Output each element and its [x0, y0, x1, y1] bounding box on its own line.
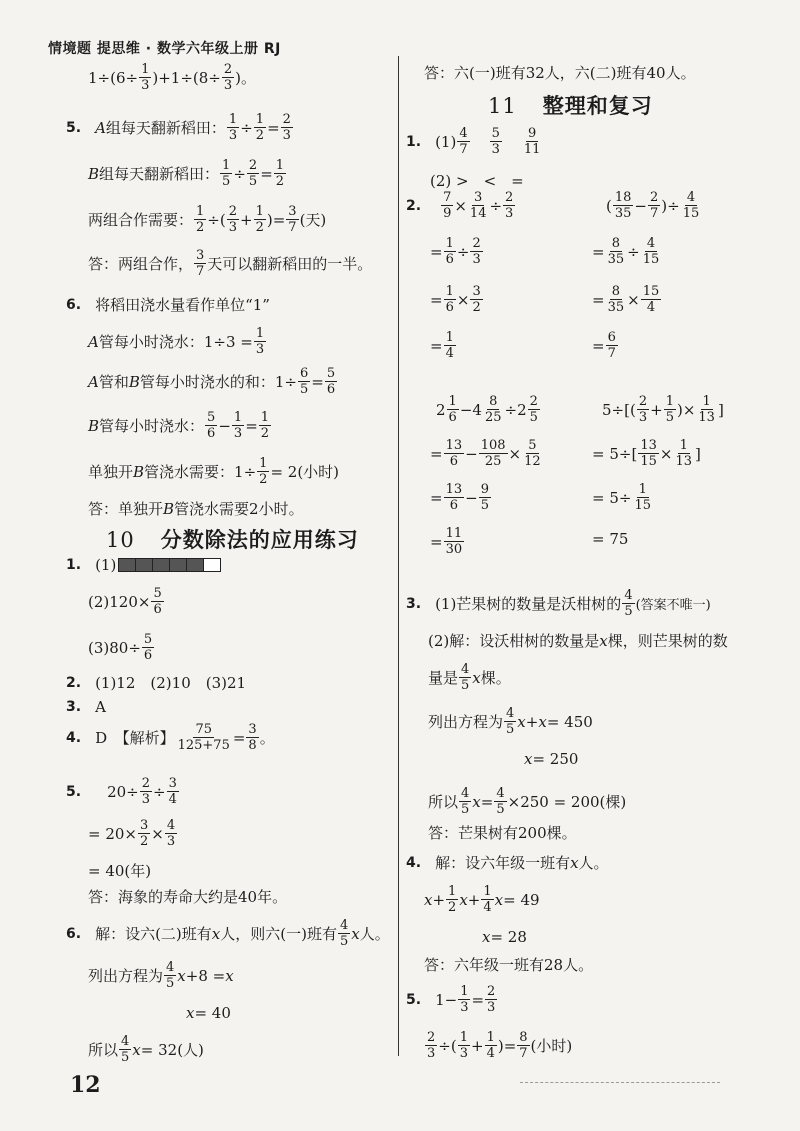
q6-answer: 答：单独开 B 管浇水需要2小时。	[88, 499, 304, 518]
q5-line-b: B 组每天翻新稻田： $\frac{1}{5}$ ÷ $\frac{2}{5}$ = $\frac{1}{2}$	[88, 158, 285, 189]
s2-line	[66, 672, 246, 693]
text: 答：芒果树有200棵。	[428, 824, 577, 842]
text: 解：设六(二)班有	[95, 925, 212, 943]
text: 解：设六年级一班有	[435, 854, 571, 872]
section-number: 10	[106, 528, 135, 552]
question-number: 2.	[66, 674, 82, 691]
text: 答：海象的寿命大约是40年。	[88, 888, 288, 906]
text: 1−	[435, 990, 458, 1009]
page-number: 12	[70, 1072, 101, 1098]
s6-line-c: x = 40	[186, 1004, 231, 1022]
question-number: 3.	[66, 699, 82, 715]
s6-line-b: 列出方程为 $\frac{4}{5}$ x +8 = x	[88, 960, 234, 991]
question-number: 1.	[66, 557, 82, 573]
text: 管每小时浇水：1÷3 =	[98, 333, 253, 351]
text: ×250 = 200(棵)	[507, 793, 627, 811]
text: 量是	[428, 669, 459, 687]
text: (2)120×	[88, 592, 151, 611]
rq4-line: 4. 解：设六年级一班有 x 人。	[406, 853, 609, 872]
text: 人，则六(一)班有	[220, 925, 337, 943]
text: (小时)	[530, 1037, 573, 1055]
rq2-expr-d: 5÷[( $\frac{2}{3}$ + $\frac{1}{5}$ )× $\frac{1}{13}$ ]	[602, 394, 724, 425]
text: (1)	[95, 556, 117, 574]
rq2-step: = $\frac{1}{6}$ ÷ $\frac{2}{3}$	[430, 236, 481, 267]
rq4-line-c: x = 28	[482, 928, 527, 946]
question-number: 5.	[66, 119, 82, 136]
rq4-answer	[424, 954, 593, 975]
rq2-step: = $\frac{13}{6}$ − $\frac{9}{5}$	[430, 482, 489, 513]
rq2-step: = $\frac{13}{6}$ − $\frac{108}{25}$ × $\frac{5}{12}$	[430, 438, 541, 469]
s1-line-c: (3)80÷ $\frac{5}{6}$	[88, 632, 153, 663]
text: D 【解析】	[95, 729, 175, 747]
text: (1)	[435, 132, 457, 151]
question-number: 5.	[406, 991, 422, 1008]
rq2-step: = 5÷ $\frac{1}{15}$	[592, 482, 651, 513]
text: 单独开	[88, 463, 134, 481]
section-name: 整理和复习	[542, 94, 653, 118]
answer-line	[88, 62, 256, 93]
text: 列出方程为	[428, 713, 504, 731]
question-number: 3.	[406, 595, 422, 612]
text: )。	[235, 69, 256, 87]
text: = 49	[503, 890, 540, 909]
text: = 40(年)	[88, 862, 152, 880]
text: 棵，则芒果树的数	[607, 632, 728, 650]
text: 所以	[88, 1041, 119, 1059]
q6-line-c: A 管和 B 管每小时浇水的和：1÷ $\frac{6}{5}$ = $\frac{5}{6}$	[88, 366, 336, 397]
text: 天可以翻新稻田的一半。	[207, 255, 373, 273]
rq2-step: = $\frac{11}{30}$	[430, 526, 463, 557]
q5-line: 5. A 组每天翻新稻田： $\frac{1}{3}$ ÷ $\frac{1}{2}$ = $\frac{2}{3}$	[66, 112, 291, 143]
text: (天)	[299, 211, 327, 229]
text: 管每小时浇水的和：1÷	[139, 373, 298, 391]
section-title-10	[106, 524, 359, 554]
s5-answer	[88, 886, 287, 907]
text: (3)80÷	[88, 638, 141, 657]
text: )+1÷(8÷	[152, 68, 221, 87]
text: = 450	[546, 712, 593, 731]
rq2-step: = $\frac{8}{35}$ ÷ $\frac{4}{15}$	[592, 236, 660, 267]
s1-line	[66, 556, 221, 574]
q6-line	[66, 294, 270, 315]
rq2-line: 2. $\frac{7}{9}$ × $\frac{3}{14}$ ÷ $\frac{2}{3}$	[406, 190, 514, 221]
rq1-line-b	[430, 170, 524, 191]
text: (答案不唯一)	[635, 598, 711, 613]
section-number: 11	[488, 94, 517, 118]
text: 棵。	[480, 669, 511, 687]
text: = 28	[490, 928, 527, 946]
question-number: 6.	[66, 296, 82, 313]
text: = 20×	[88, 824, 137, 843]
text: (1)芒果树的数量是沃柑树的	[435, 595, 622, 613]
text: 1÷(6÷	[88, 68, 139, 87]
rq2-step	[592, 530, 628, 548]
s5-line-c	[88, 860, 151, 881]
question-number: 2.	[406, 197, 422, 214]
q6-line-b: A 管每小时浇水：1÷3 = $\frac{1}{3}$	[88, 326, 265, 357]
rq2-step: = 5÷[ $\frac{13}{15}$ × $\frac{1}{13}$ ]	[592, 438, 701, 469]
text: 将稻田浇水量看作单位“1”	[95, 296, 270, 314]
text: (1)12 (2)10 (3)21	[95, 674, 247, 692]
text: = 250	[532, 750, 579, 768]
question-number: 4.	[406, 854, 422, 871]
question-number: 5.	[66, 783, 82, 800]
rq2-step: = $\frac{1}{4}$	[430, 330, 454, 361]
s5-line: 5. 20÷ $\frac{2}{3}$ ÷ $\frac{3}{4}$	[66, 776, 177, 807]
text: A	[95, 698, 106, 716]
text: = 40	[194, 1004, 231, 1022]
rq2-step: = $\frac{6}{7}$	[592, 330, 616, 361]
rq3-line: 3. (1)芒果树的数量是沃柑树的 $\frac{4}{5}$ (答案不唯一)	[406, 588, 711, 619]
question-number: 4.	[66, 729, 82, 746]
s5-line-b: = 20× $\frac{3}{2}$ × $\frac{4}{3}$	[88, 818, 176, 849]
rq3-line-f: 所以 $\frac{4}{5}$ x = $\frac{4}{5}$ ×250 = 200(棵)	[428, 786, 627, 817]
q6-line-e: 单独开 B 管浇水需要：1÷ $\frac{1}{2}$ = 2(小时)	[88, 456, 340, 487]
text: (2)解：设沃柑树的数量是	[428, 632, 600, 650]
text: 管浇水需要：1÷	[144, 463, 257, 481]
section-name: 分数除法的应用练习	[160, 528, 359, 552]
text: 管浇水需要2小时。	[174, 500, 304, 518]
rq2-step: = $\frac{1}{6}$ × $\frac{3}{2}$	[430, 284, 481, 315]
text: 管和	[98, 373, 129, 391]
q5-line-c: 两组合作需要： $\frac{1}{2}$ ÷( $\frac{2}{3}$ + $\frac{1}{2}$ )= $\frac{3}{7}$ (天)	[88, 204, 327, 235]
text: 组每天翻新稻田：	[99, 165, 220, 183]
rq3-line-d: 列出方程为 $\frac{4}{5}$ x + x = 450	[428, 706, 593, 737]
text: (2) > < =	[430, 172, 524, 190]
s1-line-b: (2)120× $\frac{5}{6}$	[88, 586, 162, 617]
fraction-bar-diagram	[118, 558, 221, 572]
rq2-expr-b: ( $\frac{18}{35}$ − $\frac{2}{7}$ )÷ $\frac{4}{15}$	[606, 190, 700, 221]
s3-line	[66, 698, 106, 716]
q6-line-d: B 管每小时浇水： $\frac{5}{6}$ − $\frac{1}{3}$ = $\frac{1}{2}$	[88, 410, 270, 441]
bottom-rule	[520, 1082, 720, 1095]
rq5-line-b: $\frac{2}{3}$ ÷( $\frac{1}{3}$ + $\frac{1}{4}$ )= $\frac{8}{7}$ (小时)	[427, 1030, 573, 1061]
rq3-answer	[428, 822, 577, 843]
text: 两组合作需要：	[88, 211, 194, 229]
q5-answer: 答：两组合作， $\frac{3}{7}$ 天可以翻新稻田的一半。	[88, 248, 373, 279]
text: 所以	[428, 793, 459, 811]
rq3-line-b: (2)解：设沃柑树的数量是 x 棵，则芒果树的数	[428, 631, 728, 650]
page-header: 情境题 提思维 · 数学六年级上册 RJ	[48, 41, 281, 57]
s4-line: 4. D 【解析】 $\frac{75}{125+75}$ = $\frac{3}{8}$ 。	[66, 722, 275, 753]
rq4-line-b: x + $\frac{1}{2}$ x + $\frac{1}{4}$ x = 49	[424, 884, 540, 915]
s6-line-d: 所以 $\frac{4}{5}$ x = 32(人)	[88, 1034, 204, 1065]
text: 答：两组合作，	[88, 255, 194, 273]
text: 列出方程为	[88, 967, 164, 985]
text: 人。	[359, 925, 390, 943]
question-number: 6.	[66, 925, 82, 942]
rq3-line-c: 量是 $\frac{4}{5}$ x 棵。	[428, 662, 511, 693]
text: 答：六年级一班有28人。	[424, 956, 594, 974]
column-divider	[398, 56, 399, 1056]
question-number: 1.	[406, 133, 422, 150]
text: 答：单独开	[88, 500, 164, 518]
fraction: $\frac{1}{3}$	[141, 62, 150, 93]
text: 20÷	[107, 782, 139, 801]
r0-line	[424, 62, 696, 83]
text: = 32(人)	[140, 1041, 204, 1059]
text: = 75	[592, 530, 629, 548]
rq2-step: = $\frac{8}{35}$ × $\frac{15}{4}$	[592, 284, 660, 315]
section-title-11	[488, 90, 653, 120]
text: 管每小时浇水：	[99, 417, 205, 435]
text: 答：六(一)班有32人，六(二)班有40人。	[424, 64, 696, 82]
text: 组每天翻新稻田：	[105, 119, 226, 137]
rq3-line-e: x = 250	[524, 750, 579, 768]
text: +8 =	[185, 966, 226, 985]
text: 人。	[578, 854, 609, 872]
fraction: $\frac{2}{3}$	[223, 62, 233, 93]
text: = 2(小时)	[270, 463, 340, 481]
rq5-line: 5. 1− $\frac{1}{3}$ = $\frac{2}{3}$	[406, 984, 496, 1015]
rq1-line: 1. (1) $\frac{4}{7}$ $\frac{5}{3}$ $\frac{9}{11}$	[406, 126, 541, 157]
rq2-expr-c: 2 $\frac{1}{6}$ −4 $\frac{8}{25}$ ÷2 $\frac{2}{5}$	[436, 394, 538, 425]
s6-line: 6. 解：设六(二)班有 x 人，则六(一)班有 $\frac{4}{5}$ x 人。	[66, 918, 390, 949]
